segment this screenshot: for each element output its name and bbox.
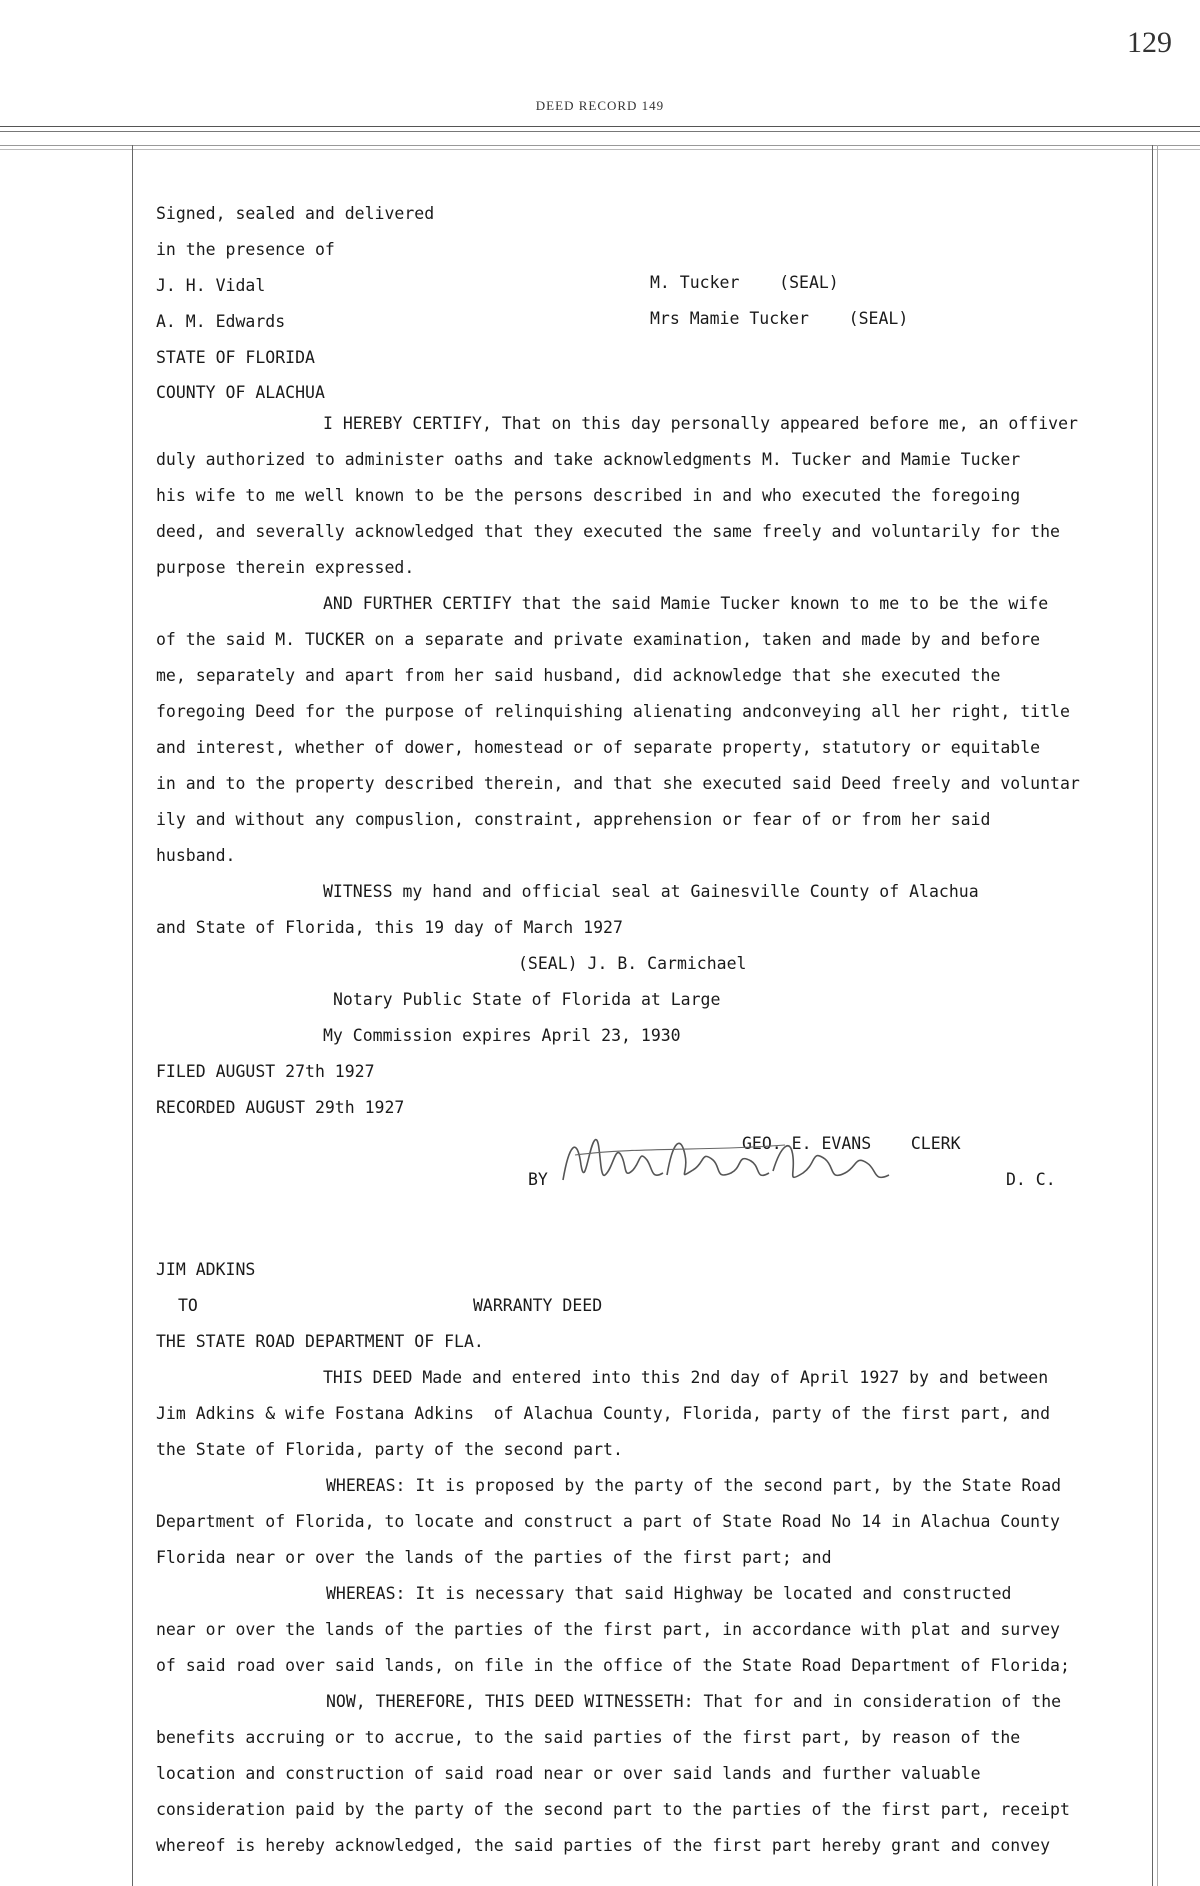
text-line: near or over the lands of the parties of the first part, in accordance with plat and survey [156, 1620, 1060, 1639]
grantor-signature-line: Mrs Mamie Tucker (SEAL) [650, 309, 909, 328]
page-number: 129 [1127, 26, 1172, 59]
text-line: COUNTY OF ALACHUA [156, 383, 325, 402]
text-line: in and to the property described therein, and that she executed said Deed freely and voluntar [156, 774, 1080, 793]
clerk-name: GEO. E. EVANS CLERK [742, 1134, 961, 1153]
header-rule [0, 149, 1200, 150]
commission-expiry: My Commission expires April 23, 1930 [323, 1026, 681, 1045]
left-margin-line [132, 145, 133, 1886]
text-line: Florida near or over the lands of the parties of the first part; and [156, 1548, 832, 1567]
text-line: Jim Adkins & wife Fostana Adkins of Alachua County, Florida, party of the first part, and [156, 1404, 1051, 1423]
text-line: THIS DEED Made and entered into this 2nd day of April 1927 by and between [323, 1368, 1049, 1387]
witness-name: J. H. Vidal [156, 276, 266, 295]
text-line: his wife to me well known to be the persons described in and who executed the foregoing [156, 486, 1021, 505]
text-line: in the presence of [156, 240, 335, 259]
deputy-clerk-signature [555, 1125, 915, 1200]
notary-title: Notary Public State of Florida at Large [333, 990, 721, 1009]
notary-name: (SEAL) J. B. Carmichael [518, 954, 747, 973]
header-rule [0, 126, 1200, 127]
grantor-signature-line: M. Tucker (SEAL) [650, 273, 839, 292]
grantor-name: JIM ADKINS [156, 1260, 256, 1279]
deputy-clerk-label: D. C. [1006, 1170, 1056, 1189]
text-line: Department of Florida, to locate and construct a part of State Road No 14 in Alachua County [156, 1512, 1060, 1531]
text-line: duly authorized to administer oaths and take acknowledgments M. Tucker and Mamie Tucker [156, 450, 1021, 469]
text-line: AND FURTHER CERTIFY that the said Mamie Tucker known to me to be the wife [323, 594, 1049, 613]
recorded-date: RECORDED AUGUST 29th 1927 [156, 1098, 405, 1117]
text-line: I HEREBY CERTIFY, That on this day personally appeared before me, an offiver [323, 414, 1078, 433]
text-line: benefits accruing or to accrue, to the said parties of the first part, by reason of the [156, 1728, 1021, 1747]
deed-record-header: DEED RECORD 149 [535, 98, 665, 113]
grantee-name: THE STATE ROAD DEPARTMENT OF FLA. [156, 1332, 484, 1351]
text-line: location and construction of said road near or over said lands and further valuable [156, 1764, 981, 1783]
header-rule [0, 131, 1200, 132]
filed-date: FILED AUGUST 27th 1927 [156, 1062, 375, 1081]
text-line: consideration paid by the party of the second part to the parties of the first part, receipt [156, 1800, 1070, 1819]
text-line: Signed, sealed and delivered [156, 204, 435, 223]
text-line: foregoing Deed for the purpose of relinquishing alienating andconveying all her right, title [156, 702, 1070, 721]
text-line: purpose therein expressed. [156, 558, 415, 577]
text-line: deed, and severally acknowledged that they executed the same freely and voluntarily for the [156, 522, 1060, 541]
text-line: husband. [156, 846, 236, 865]
text-line: of said road over said lands, on file in the office of the State Road Department of Florida; [156, 1656, 1070, 1675]
text-line: WHEREAS: It is necessary that said Highway be located and constructed [326, 1584, 1012, 1603]
header-rule [0, 145, 1200, 146]
text-line: NOW, THEREFORE, THIS DEED WITNESSETH: That for and in consideration of the [326, 1692, 1062, 1711]
text-line: WHEREAS: It is proposed by the party of the second part, by the State Road [326, 1476, 1062, 1495]
text-line: of the said M. TUCKER on a separate and private examination, taken and made by and before [156, 630, 1041, 649]
deed-type: WARRANTY DEED [473, 1296, 603, 1315]
right-margin-line [1152, 145, 1153, 1886]
right-margin-line [1157, 145, 1158, 1886]
to-label: TO [178, 1296, 198, 1315]
text-line: whereof is hereby acknowledged, the said parties of the first part hereby grant and convey [156, 1836, 1051, 1855]
text-line: and State of Florida, this 19 day of March 1927 [156, 918, 623, 937]
by-label: BY [528, 1170, 548, 1189]
text-line: STATE OF FLORIDA [156, 348, 315, 367]
text-line: WITNESS my hand and official seal at Gainesville County of Alachua [323, 882, 979, 901]
text-line: me, separately and apart from her said husband, did acknowledge that she executed the [156, 666, 1001, 685]
text-line: and interest, whether of dower, homestead or of separate property, statutory or equitable [156, 738, 1041, 757]
text-line: the State of Florida, party of the second part. [156, 1440, 623, 1459]
witness-name: A. M. Edwards [156, 312, 286, 331]
text-line: ily and without any compuslion, constraint, apprehension or fear of or from her said [156, 810, 991, 829]
